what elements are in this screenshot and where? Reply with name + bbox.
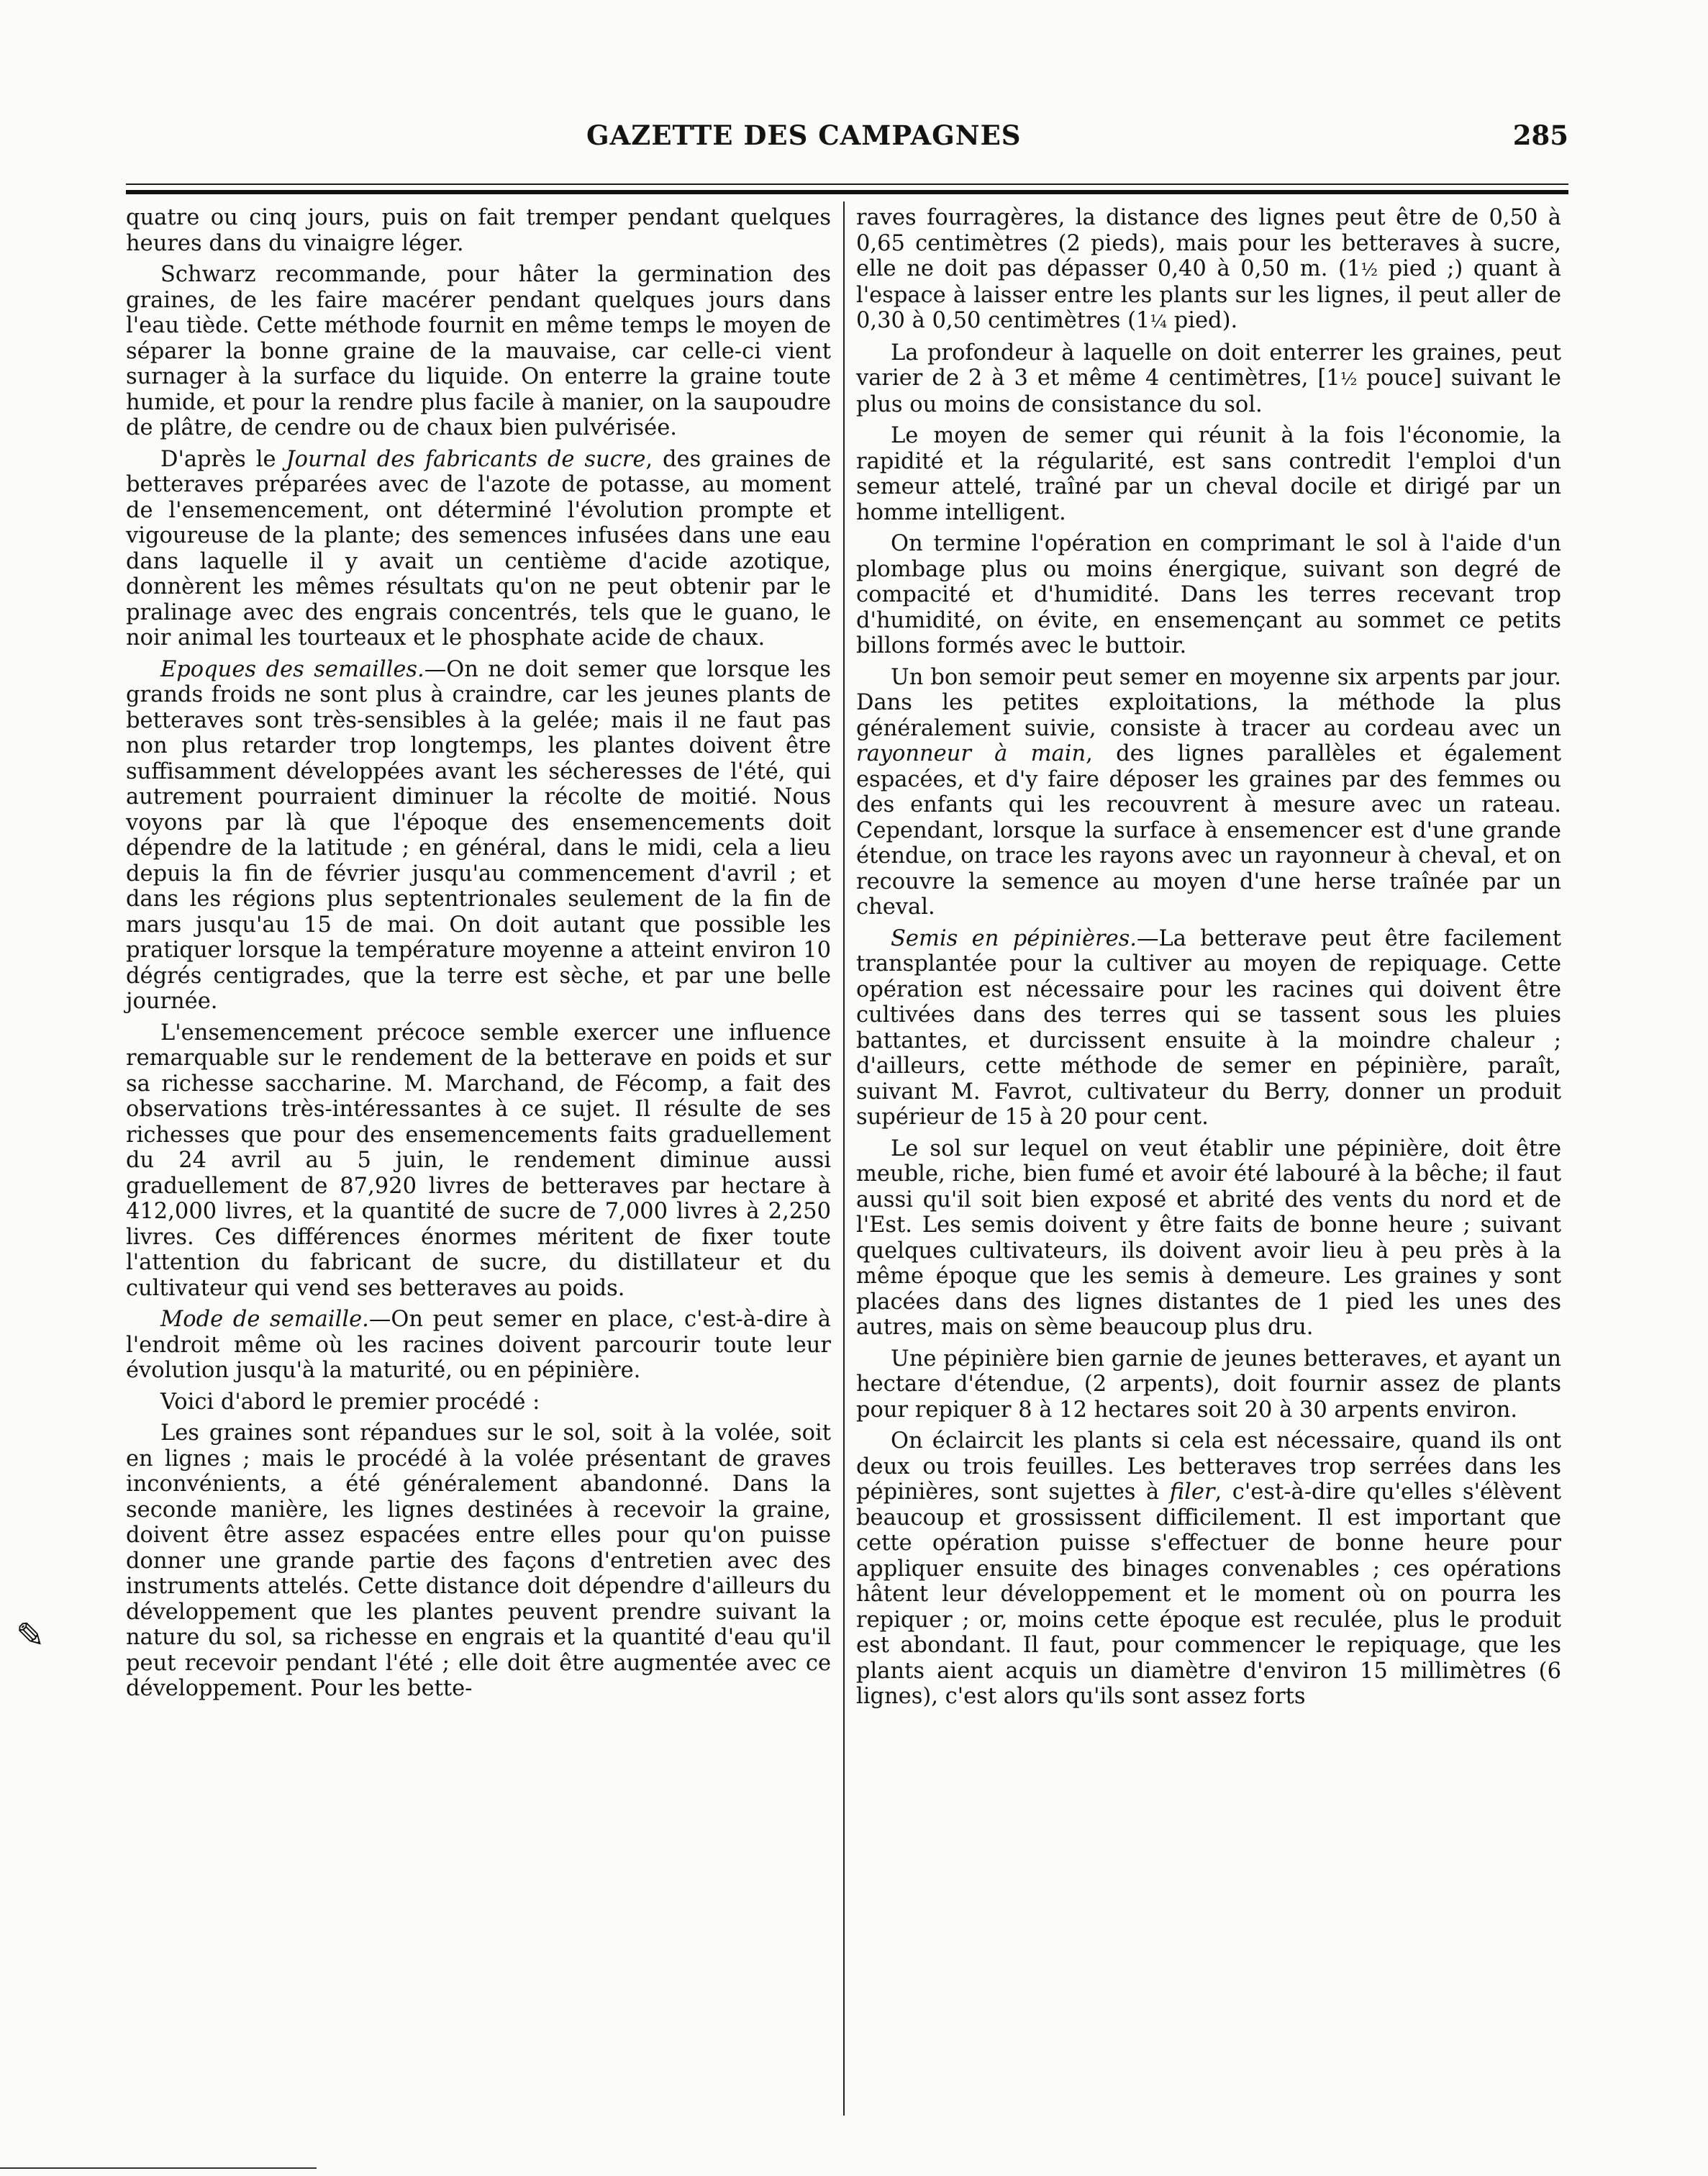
header-rule-thick <box>126 190 1568 194</box>
paragraph: L'ensemencement précoce semble exercer une influence remarquable sur le rendement de la betterave en poids et sur sa richesse saccharine. M. Marchand, de Fécomp, a fait des observations très-intéressantes à ce sujet. Il résulte de ses richesses que pour des ensemencements faits graduellement du 24 avril au 5 juin, le rendement diminue aussi graduellement de 87,920 livres de betteraves par hectare à 412,000 livres, et la quantité de sucre de 7,000 livres à 2,250 livres. Ces différences énormes méritent de fixer toute l'attention du fabricant de sucre, du distillateur et du cultivateur qui vend ses betteraves au poids. <box>126 1020 831 1301</box>
pencil-mark-icon: ✎ <box>16 1615 45 1656</box>
paragraph: Semis en pépinières.—La betterave peut être facilement transplantée pour la cultiver au moyen de repiquage. Cette opération est nécessaire pour les racines qui doivent être cultivées dans des terres qui se tassent sous les pluies battantes, et durcissent ensuite à la moindre chaleur ; d'ailleurs, cette méthode de semer en pépinière, paraît, suivant M. Favrot, cultivateur du Berry, donner un produit supérieur de 15 à 20 pour cent. <box>856 925 1562 1130</box>
footer-rule <box>0 2167 317 2169</box>
paragraph: D'après le Journal des fabricants de sucre, des graines de betteraves préparées avec de l'azote de potasse, au moment de l'ensemencement, ont déterminé l'évolution prompte et vigoureuse de la plante; des semences infusées dans une eau dans laquelle il y avait un centième d'acide azotique, donnèrent les mêmes résultats qu'on ne peut obtenir par le pralinage avec des engrais concentrés, tels que le guano, le noir animal les tourteaux et le phosphate acide de chaux. <box>126 446 831 650</box>
column-divider <box>843 201 845 2116</box>
paragraph: Epoques des semailles.—On ne doit semer que lorsque les grands froids ne sont plus à craindre, car les jeunes plants de betteraves sont très-sensibles à la gelée; mais il ne faut pas non plus retarder trop longtemps, les plantes doivent être suffisamment développées avant les sécheresses de l'été, qui autrement pourraient diminuer la récolte de moitié. Nous voyons par là que l'époque des ensemencements doit dépendre de la latitude ; en général, dans le midi, cela a lieu depuis la fin de février jusqu'au commencement d'avril ; et dans les régions plus septentrionales seulement de la fin de mars jusqu'au 15 de mai. On doit autant que possible les pratiquer lorsque la température moyenne a atteint environ 10 dégrés centigrades, que la terre est sèche, et par une belle journée. <box>126 656 832 1014</box>
paragraph: On termine l'opération en comprimant le sol à l'aide d'un plombage plus ou moins énergique, suivant son degré de compacité et d'humidité. Dans les terres recevant trop d'humidité, on évite, en ensemençant au sommet ce petits billons formés avec le buttoir. <box>856 531 1561 658</box>
paragraph: Le moyen de semer qui réunit à la fois l'économie, la rapidité et la régularité, est sans contredit l'emploi d'un semeur attelé, traîné par un cheval docile et dirigé par un homme intelligent. <box>856 423 1561 525</box>
paragraph: La profondeur à laquelle on doit enterrer les graines, peut varier de 2 à 3 et même 4 centimètres, [1½ pouce] suivant le plus ou moins de consistance du sol. <box>856 340 1561 417</box>
paragraph: Une pépinière bien garnie de jeunes betteraves, et ayant un hectare d'étendue, (2 arpents), doit fournir assez de plants pour repiquer 8 à 12 hectares soit 20 à 30 arpents environ. <box>856 1346 1561 1423</box>
publication-title: GAZETTE DES CAMPAGNES <box>586 119 1022 151</box>
section-heading: Semis en pépinières. <box>891 925 1137 951</box>
header-rule-thin <box>126 183 1568 185</box>
left-column <box>126 205 831 1708</box>
page-number: 285 <box>1512 119 1568 151</box>
paragraph: Les graines sont répandues sur le sol, soit à la volée, soit en lignes ; mais le procédé à la volée présentant de graves inconvénients, a été généralement abandonné. Dans la seconde manière, les lignes destinées à recevoir la graine, doivent être assez espacées entre elles pour qu'on puisse donner une grande partie des façons d'entretien avec des instruments attelés. Cette distance doit dépendre d'ailleurs du développement que les plantes peuvent prendre suivant la nature du sol, sa richesse en engrais et la quantité d'eau qu'il peut recevoir pendant l'été ; elle doit être augmentée avec ce développement. Pour les bette- <box>126 1420 831 1701</box>
paragraph: raves fourragères, la distance des lignes peut être de 0,50 à 0,65 centimètres (2 pieds), mais pour les betteraves à sucre, elle ne doit pas dépasser 0,40 à 0,50 m. (1½ pied ;) quant à l'espace à laisser entre les plants sur les lignes, il peut aller de 0,30 à 0,50 centimètres (1¼ pied). <box>856 205 1561 333</box>
paragraph: On éclaircit les plants si cela est nécessaire, quand ils ont deux ou trois feuilles. Les betteraves trop serrées dans les pépinières, sont sujettes à filer, c'est-à-dire qu'elles s'élèvent beaucoup et grossissent difficilement. Il est important que cette opération puisse s'effectuer de bonne heure pour appliquer ensuite des binages convenables ; ces opérations hâtent leur développement et le moment où on pourra les repiquer ; or, moins cette époque est reculée, plus le produit est abondant. Il faut, pour commencer le repiquage, que les plants aient acquis un diamètre d'environ 15 millimètres (6 lignes), c'est alors qu'ils sont assez forts <box>856 1428 1561 1709</box>
section-heading: Epoques des semailles. <box>160 656 424 682</box>
journal-title: Journal des fabricants de sucre <box>286 446 646 472</box>
paragraph: Un bon semoir peut semer en moyenne six arpents par jour. Dans les petites exploitations, la méthode la plus généralement suivie, consiste à tracer au cordeau avec un rayonneur à main, des lignes parallèles et également espacées, et d'y faire déposer les graines par des femmes ou des enfants qui les recouvrent à mesure avec un rateau. Cependant, lorsque la surface à ensemencer est d'une grande étendue, on trace les rayons avec un rayonneur à cheval, et on recouvre la semence au moyen d'une herse traînée par un cheval. <box>856 664 1561 920</box>
page-header <box>126 115 1568 158</box>
term: filer <box>1169 1479 1215 1505</box>
paragraph: Mode de semaille.—On peut semer en place, c'est-à-dire à l'endroit même où les racines doivent parcourir toute leur évolution jusqu'à la maturité, ou en pépinière. <box>126 1307 831 1383</box>
paragraph: quatre ou cinq jours, puis on fait tremper pendant quelques heures dans du vinaigre léger. <box>126 205 831 256</box>
paragraph: Le sol sur lequel on veut établir une pépinière, doit être meuble, riche, bien fumé et avoir été labouré à la bêche; il faut aussi qu'il soit bien exposé et abrité des vents du nord et de l'Est. Les semis doivent y être faits de bonne heure ; suivant quelques cultivateurs, ils doivent avoir lieu à peu près à la même époque que les semis à demeure. Les graines y sont placées dans des lignes distantes de 1 pied les unes des autres, mais on sème beaucoup plus dru. <box>856 1135 1561 1340</box>
tool-name: rayonneur à main <box>856 741 1086 766</box>
paragraph: Schwarz recommande, pour hâter la germination des graines, de les faire macérer pendant quelques jours dans l'eau tiède. Cette méthode fournit en même temps le moyen de séparer la bonne graine de la mauvaise, car celle-ci vient surnager à la surface du liquide. On enterre la graine toute humide, et pour la rendre plus facile à manier, on la saupoudre de plâtre, de cendre ou de chaux bien pulvérisée. <box>126 262 831 440</box>
right-column <box>856 205 1561 1715</box>
section-heading: Mode de semaille. <box>160 1307 369 1332</box>
paragraph: Voici d'abord le premier procédé : <box>160 1389 540 1415</box>
